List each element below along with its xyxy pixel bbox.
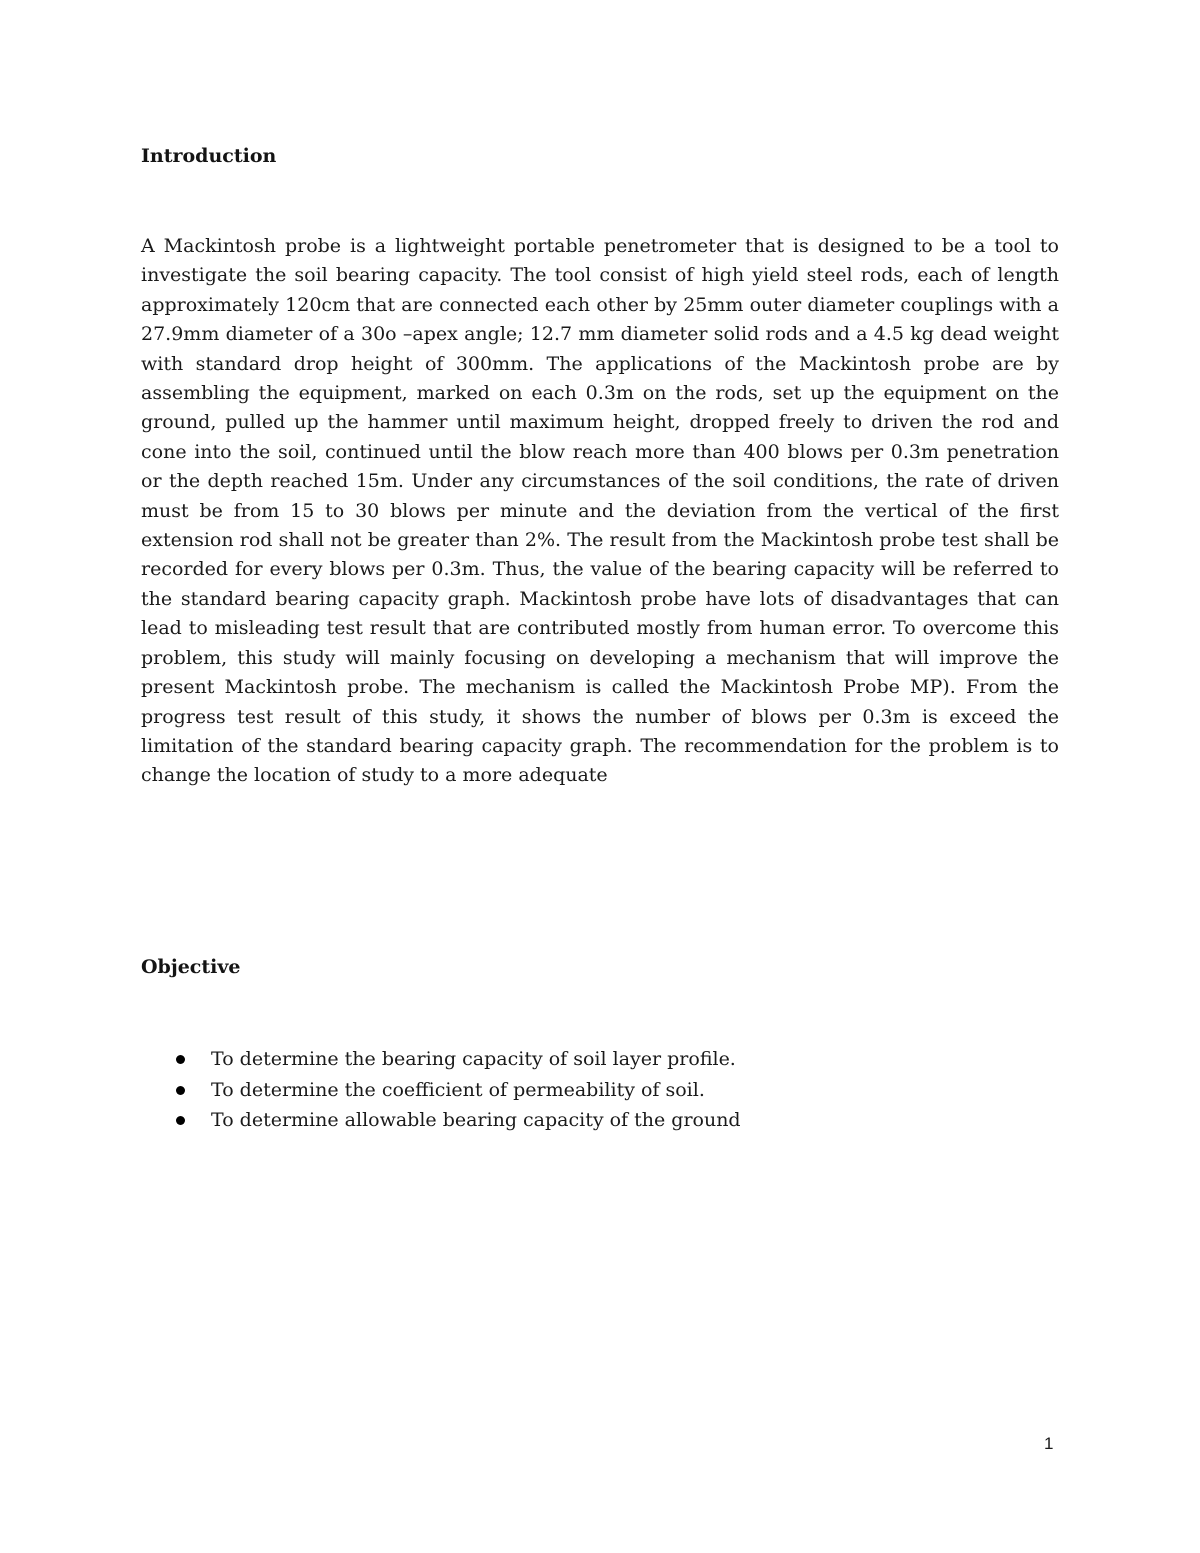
objective-item-text: To determine allowable bearing capacity of the ground [211,1109,741,1131]
objective-item [141,1075,1059,1106]
bullet-icon [176,1086,185,1095]
page-number: 1 [1044,1434,1054,1453]
objective-item-text: To determine the coefficient of permeability of soil. [211,1078,705,1101]
objective-item-text: To determine the bearing capacity of soil layer profile. [211,1048,736,1070]
objective-item [141,1044,1059,1075]
bullet-icon [176,1116,185,1125]
introduction-paragraph: A Mackintosh probe is a lightweight portable penetrometer that is designed to be a tool to investigate the soil bearing capacity. The tool consist of high yield steel rods, each of length approximately 120cm that are connected each other by 25mm outer diameter couplings with a 27.9mm diameter of a 30o –apex angle; 12.7 mm diameter solid rods and a 4.5 kg dead weight with standard drop height of 300mm. The applications of the Mackintosh probe are by assembling the equipment, marked on each 0.3m on the rods, set up the equipment on the ground, pulled up the hammer until maximum height, dropped freely to driven the rod and cone into the soil, continued until the blow reach more than 400 blows per 0.3m penetration or the depth reached 15m. Under any circumstances of the soil conditions, the rate of driven must be from 15 to 30 blows per minute and the deviation from the vertical of the first extension rod shall not be greater than 2%. The result from the Mackintosh probe test shall be recorded for every blows per 0.3m. Thus, the value of the bearing capacity will be referred to the standard bearing capacity graph. Mackintosh probe have lots of disadvantages that can lead to misleading test result that are contributed mostly from human error. To overcome this problem, this study will mainly focusing on developing a mechanism that will improve the present Mackintosh probe. The mechanism is called the Mackintosh Probe MP). From the progress test result of this study, it shows the number of blows per 0.3m is exceed the limitation of the standard bearing capacity graph. The recommendation for the problem is to change the location of study to a more adequate [141,235,1059,787]
objective-item [141,1105,1059,1136]
objective-list [141,1044,1059,1136]
bullet-icon [176,1055,185,1064]
introduction-heading: Introduction [141,145,277,167]
objective-heading: Objective [141,956,241,978]
